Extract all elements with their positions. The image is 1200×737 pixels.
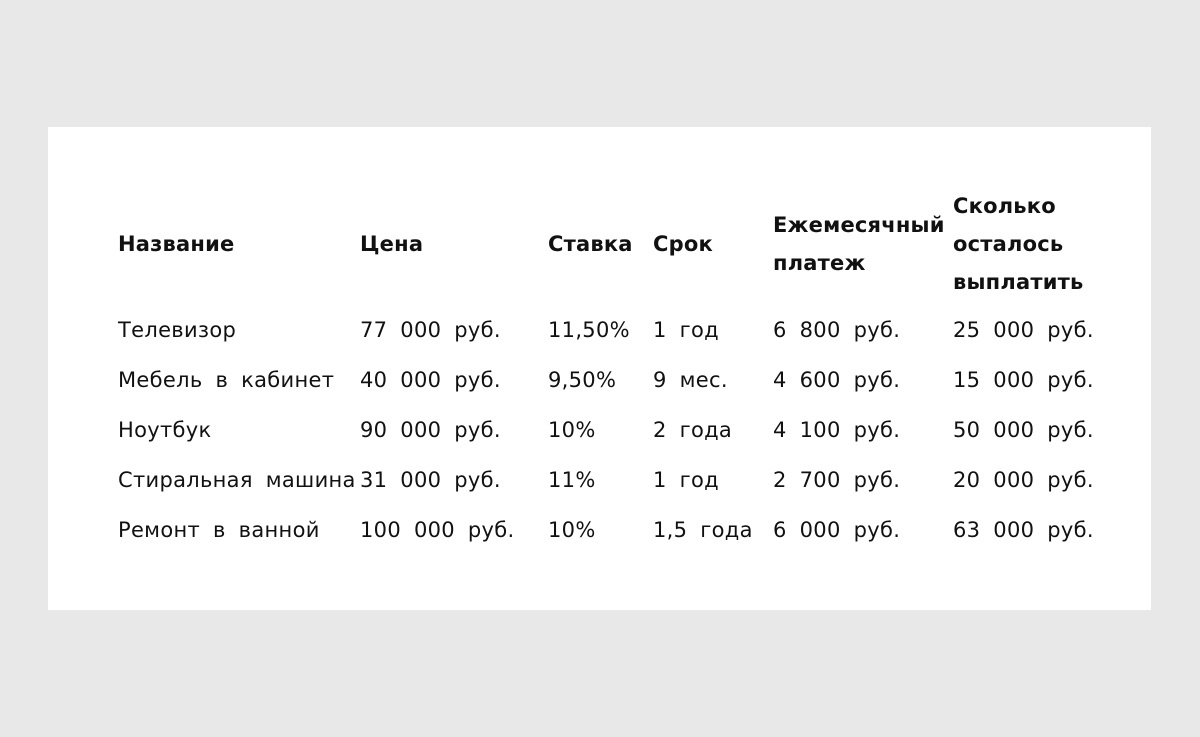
cell-name: Ноутбук	[118, 418, 212, 442]
cell-rate: 11,50%	[548, 318, 630, 342]
cell-term: 1 год	[653, 318, 719, 342]
cell-rate: 11%	[548, 468, 596, 492]
loans-table	[118, 183, 1113, 555]
cell-rate: 10%	[548, 518, 596, 542]
cell-remaining: 20 000 руб.	[953, 468, 1094, 492]
cell-name: Телевизор	[118, 318, 237, 342]
cell-remaining: 25 000 руб.	[953, 318, 1094, 342]
cell-monthly-payment: 4 100 руб.	[773, 418, 901, 442]
cell-name: Ремонт в ванной	[118, 518, 320, 542]
cell-monthly-payment: 6 000 руб.	[773, 518, 901, 542]
header-monthly-payment: Ежемесячный платеж	[773, 213, 945, 275]
cell-monthly-payment: 6 800 руб.	[773, 318, 901, 342]
table-row	[118, 405, 1113, 455]
table-row	[118, 455, 1113, 505]
cell-monthly-payment: 2 700 руб.	[773, 468, 901, 492]
cell-price: 40 000 руб.	[360, 368, 501, 392]
header-rate: Ставка	[548, 232, 633, 256]
cell-price: 77 000 руб.	[360, 318, 501, 342]
table-row	[118, 305, 1113, 355]
cell-term: 9 мес.	[653, 368, 728, 392]
cell-monthly-payment: 4 600 руб.	[773, 368, 901, 392]
cell-price: 100 000 руб.	[360, 518, 515, 542]
cell-term: 2 года	[653, 418, 733, 442]
header-name: Название	[118, 232, 235, 256]
table-card	[48, 127, 1151, 610]
header-price: Цена	[360, 232, 424, 256]
table-row	[118, 355, 1113, 405]
table-row	[118, 505, 1113, 555]
cell-name: Стиральная машина	[118, 468, 356, 492]
cell-remaining: 50 000 руб.	[953, 418, 1094, 442]
cell-rate: 10%	[548, 418, 596, 442]
cell-price: 31 000 руб.	[360, 468, 501, 492]
cell-term: 1 год	[653, 468, 719, 492]
cell-price: 90 000 руб.	[360, 418, 501, 442]
cell-remaining: 63 000 руб.	[953, 518, 1094, 542]
cell-name: Мебель в кабинет	[118, 368, 335, 392]
cell-remaining: 15 000 руб.	[953, 368, 1094, 392]
cell-term: 1,5 года	[653, 518, 753, 542]
table-header-row	[118, 183, 1113, 305]
cell-rate: 9,50%	[548, 368, 617, 392]
header-term: Срок	[653, 232, 713, 256]
header-remaining: Сколько осталось выплатить	[953, 194, 1084, 294]
